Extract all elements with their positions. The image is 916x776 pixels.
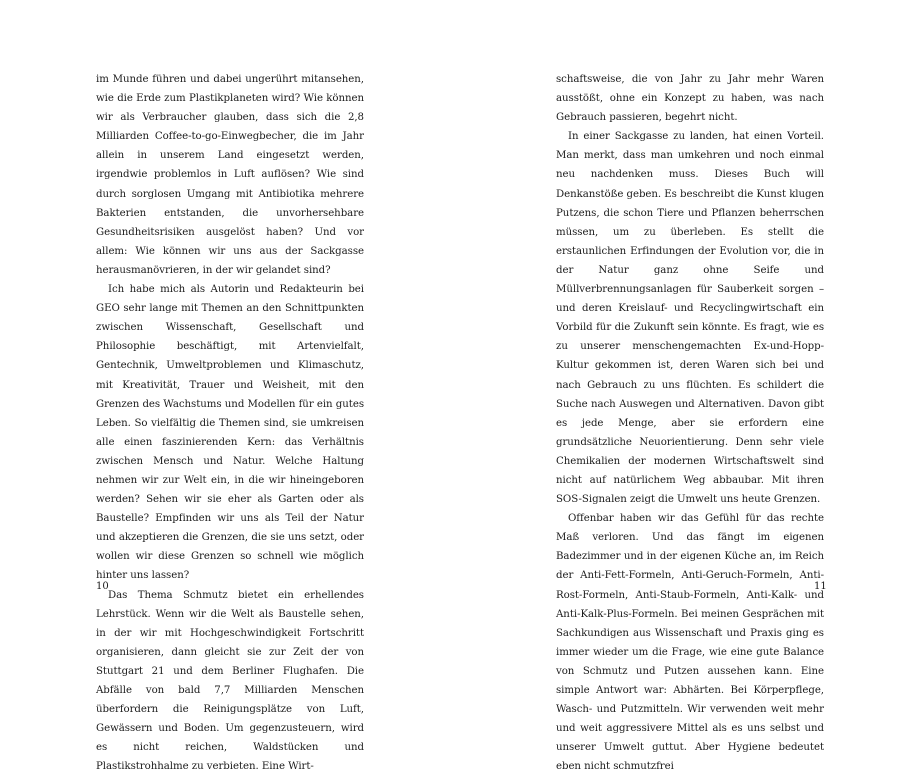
right-page-number: 11 <box>814 581 827 592</box>
left-page-number: 10 <box>96 581 109 592</box>
right-page <box>458 0 916 773</box>
right-paragraph-2: In einer Sackgasse zu landen, hat einen Vorteil. Man merkt, dass man umkehren und noch einmal neu nachdenken muss. Dieses Buch will Denkanstöße geben. Es beschreibt die Kunst klugen Putzens, die schon Tiere und Pflanzen beherrschen müssen, um zu überleben. Es stellt die erstaunlichen Erfindungen der Evolution vor, die in der Natur ganz ohne Seife und Müllverbrennungsanlagen für Sauberkeit sorgen – und deren Kreislauf- und Recyclingwirtschaft ein Vorbild für die Zukunft sein könnte. Es fragt, wie es zu unserer menschengemachten Ex-und-Hopp-Kultur gekommen ist, deren Waren sich bei und nach Gebrauch zu uns flüchten. Es schildert die Suche nach Auswegen und Alternativen. Davon gibt es jede Menge, aber sie erfordern eine grundsätzliche Neuorientierung. Denn sehr viele Chemikalien der modernen Wirtschaftswelt sind nicht auf natürlichem Weg abbaubar. Mit ihren SOS-Signalen zeigt die Umwelt uns heute Grenzen. <box>556 131 824 506</box>
right-paragraph-3: Offenbar haben wir das Gefühl für das rechte Maß verloren. Und das fängt im eigenen Badezimmer und in der eigenen Küche an, im Reich der Anti-Fett-Formeln, Anti-Geruch-Formeln, Anti-Rost-Formeln, Anti-Staub-Formeln, Anti-Kalk- und Anti-Kalk-Plus-Formeln. Bei meinen Gesprächen mit Sachkundigen aus Wissenschaft und Praxis ging es immer wieder um die Frage, wie eine gute Balance von Schmutz und Putzen aussehen kann. Eine simple Antwort war: Abhärten. Bei Körperpflege, Wasch- und Putzmitteln. Wir verwenden weit mehr und weit aggressivere Mittel als es uns selbst und unserer Umwelt guttut. Aber Hygiene bedeutet eben nicht schmutzfrei <box>556 513 824 773</box>
left-paragraph-1: im Munde führen und dabei ungerührt mitansehen, wie die Erde zum Plastikplaneten wird? Wie können wir als Verbraucher glauben, dass sich die 2,8 Milliarden Coffee-to-go-Einwegbecher, die im Jahr allein in unserem Land eingesetzt werden, irgendwie problemlos in Luft auflösen? Wie sind durch sorglosen Umgang mit Antibiotika mehrere Bakterien entstanden, die unvorhersehbare Gesundheitsrisiken ausgelöst haben? Und vor allem: Wie können wir uns aus der Sackgasse herausmanövrieren, in der wir gelandet sind? <box>96 74 364 276</box>
left-paragraph-3: Das Thema Schmutz bietet ein erhellendes Lehrstück. Wenn wir die Welt als Baustelle sehen, in der wir mit Hochgeschwindigkeit Fortschritt organisieren, dann gleicht sie zur Zeit der von Stuttgart 21 und dem Berliner Flughafen. Die Abfälle von bald 7,7 Milliarden Menschen überfordern die Reinigungsplätze von Luft, Gewässern und Boden. Um gegenzusteuern, wird es nicht reichen, Waldstücken und Plastikstrohhalme zu verbieten. Eine Wirt- <box>96 589 364 773</box>
right-paragraph-1: schaftsweise, die von Jahr zu Jahr mehr Waren ausstößt, ohne ein Konzept zu haben, was nach Gebrauch passieren, begehrt nicht. <box>556 74 824 124</box>
left-paragraph-2: Ich habe mich als Autorin und Redakteurin bei GEO sehr lange mit Themen an den Schnittpunkten zwischen Wissenschaft, Gesellschaft und Philosophie beschäftigt, mit Artenvielfalt, Gentechnik, Umweltproblemen und Klimaschutz, mit Kreativität, Trauer und Weisheit, mit den Grenzen des Wachstums und Modellen für ein gutes Leben. So vielfältig die Themen sind, sie umkreisen alle einen faszinierenden Kern: das Verhältnis zwischen Mensch und Natur. Welche Haltung nehmen wir zur Welt ein, in die wir hineingeboren werden? Sehen wir sie eher als Garten oder als Baustelle? Empfinden wir uns als Teil der Natur und akzeptieren die Grenzen, die sie uns setzt, oder wollen wir diese Grenzen so schnell wie möglich hinter uns lassen? <box>96 284 364 582</box>
left-text-column <box>96 70 364 776</box>
left-page <box>0 0 458 773</box>
right-text-column <box>556 70 824 776</box>
